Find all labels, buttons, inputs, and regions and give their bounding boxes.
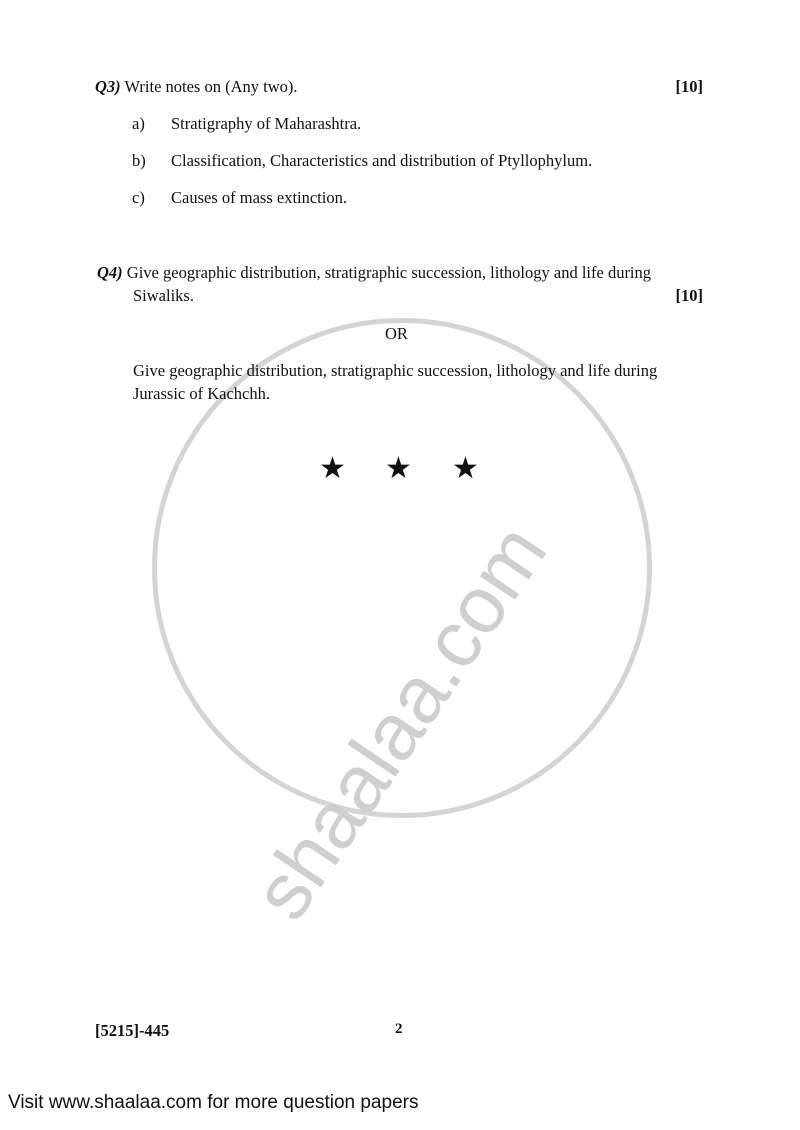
q3-heading: [95, 76, 298, 98]
q3-item-text: Classification, Characteristics and distribution of Ptyllophylum.: [171, 151, 593, 170]
star-icon: ★: [319, 452, 346, 485]
q4-marks: [10]: [675, 286, 703, 305]
q3-item-text: Causes of mass extinction.: [171, 188, 347, 207]
q4-line2: Siwaliks.: [133, 286, 194, 305]
or-separator: OR: [385, 324, 408, 343]
star-icon: ★: [385, 452, 412, 485]
promo-banner[interactable]: Visit www.shaalaa.com for more question papers: [8, 1092, 419, 1113]
q3-item-label: a): [132, 114, 145, 133]
star-icon: ★: [452, 452, 479, 485]
q3-text: Write notes on (Any two).: [124, 77, 298, 96]
q3-number: Q3): [95, 77, 121, 96]
page-number: 2: [395, 1021, 403, 1037]
q3-item-label: c): [132, 188, 145, 207]
q4-alt-line1: Give geographic distribution, stratigraphic succession, lithology and life during: [133, 361, 658, 380]
q3-marks: [10]: [675, 77, 703, 96]
q3-item-label: b): [132, 151, 146, 170]
q4-number: Q4): [97, 263, 123, 282]
paper-code: [5215]-445: [95, 1021, 170, 1040]
q4-line1: Give geographic distribution, stratigraphic succession, lithology and life during: [126, 263, 652, 282]
watermark-logo: shaalaa.com: [235, 508, 564, 935]
q3-item-text: Stratigraphy of Maharashtra.: [171, 114, 362, 133]
q4-heading: [97, 262, 651, 284]
q4-alt-line2: Jurassic of Kachchh.: [133, 384, 270, 403]
